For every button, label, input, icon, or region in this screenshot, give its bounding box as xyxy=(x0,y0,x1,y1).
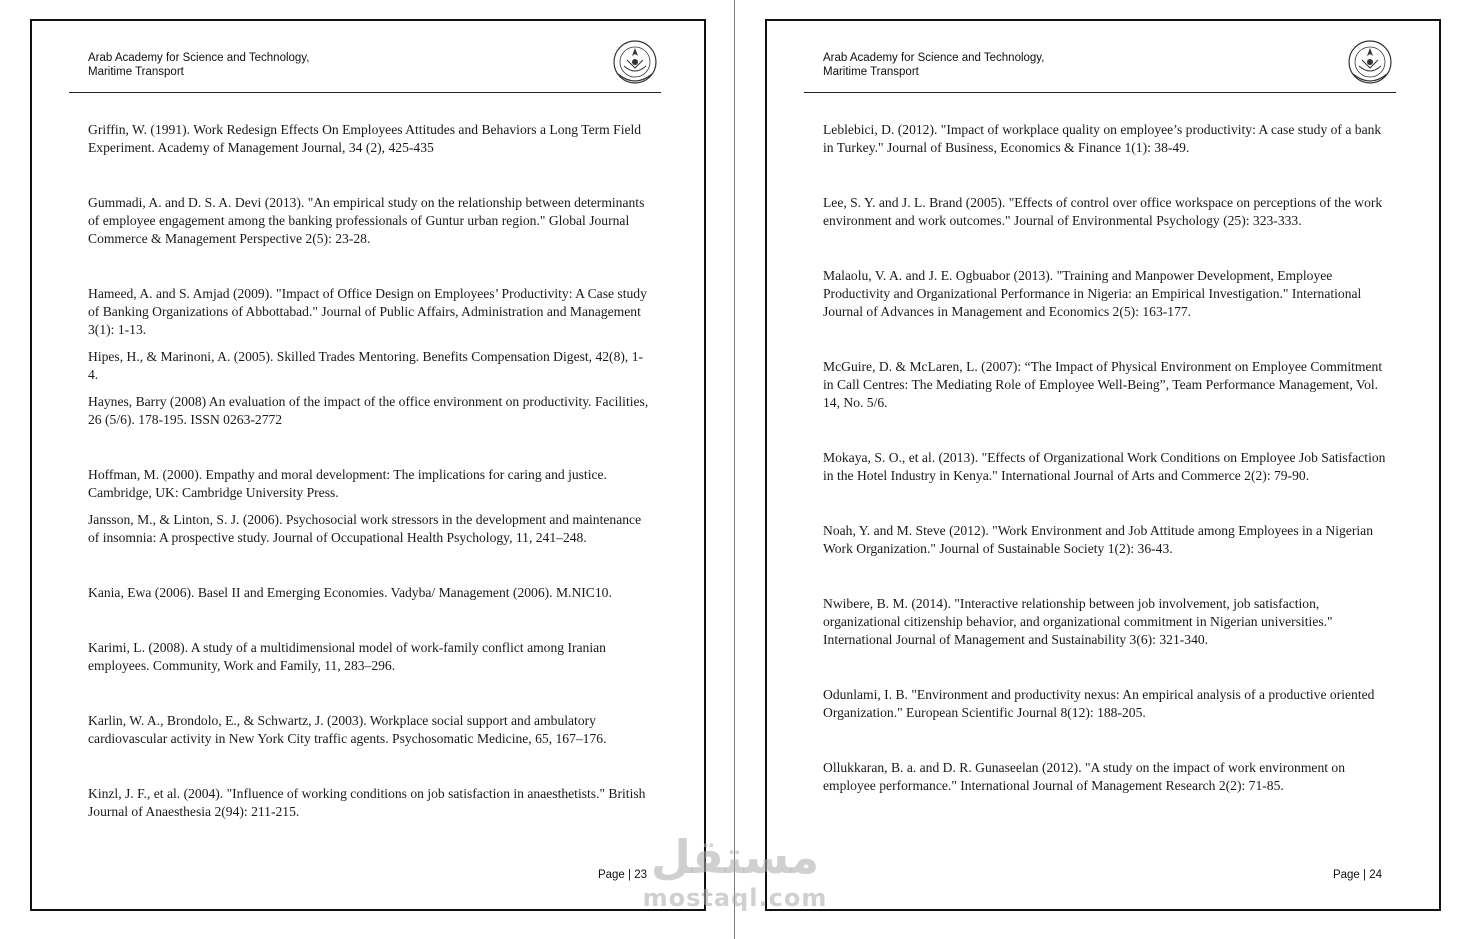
reference-entry: Malaolu, V. A. and J. E. Ogbuabor (2013). "Training and Manpower Development, Employee Productivity and Organizational Performance in Nigeria: an Empirical Investigation." International Journal of Advances in Management and Economics 2(5): 163-177. xyxy=(823,268,1362,319)
reference-entry: Hoffman, M. (2000). Empathy and moral development: The implications for caring and justice. Cambridge, UK: Cambridge University Press. xyxy=(88,467,607,500)
academy-seal-icon xyxy=(1345,38,1395,86)
reference-entry: McGuire, D. & McLaren, L. (2007): “The Impact of Physical Environment on Employee Commitment in Call Centres: The Mediating Role of Employee Well-Being”, Team Performance Management, Vol. 14, No. 5/6. xyxy=(823,359,1383,410)
reference-entry: Haynes, Barry (2008) An evaluation of the impact of the office environment on productivity. Facilities, 26 (5/6). 178-195. ISSN 0263-2772 xyxy=(88,394,649,427)
academy-seal-icon xyxy=(610,38,660,86)
reference-entry: Hipes, H., & Marinoni, A. (2005). Skilled Trades Mentoring. Benefits Compensation Digest, 42(8), 1-4. xyxy=(88,349,644,382)
reference-entry: Griffin, W. (1991). Work Redesign Effects On Employees Attitudes and Behaviors a Long Term Field Experiment. Academy of Management Journal, 34 (2), 425-435 xyxy=(88,122,642,155)
reference-entry: Jansson, M., & Linton, S. J. (2006). Psychosocial work stressors in the development and maintenance of insomnia: A prospective study. Journal of Occupational Health Psychology, 11, 241–248. xyxy=(88,512,642,545)
reference-entry: Lee, S. Y. and J. L. Brand (2005). "Effects of control over office workspace on perceptions of the work environment and work outcomes." Journal of Environmental Psychology (25): 323-333. xyxy=(823,195,1383,228)
watermark-latin: mostaql.com xyxy=(642,884,828,912)
reference-entry: Leblebici, D. (2012). "Impact of workplace quality on employee’s productivity: A case study of a bank in Turkey." Journal of Business, Economics & Finance 1(1): 38-49. xyxy=(823,122,1382,155)
reference-entry: Nwibere, B. M. (2014). "Interactive relationship between job involvement, job satisfaction, organizational citizenship behavior, and organizational commitment in Nigerian universities." International Journal of Management and Sustainability 3(6): 321-340. xyxy=(823,596,1333,647)
document-page-24 xyxy=(765,19,1441,911)
header-line-1: Arab Academy for Science and Technology, xyxy=(823,52,1045,64)
watermark-arabic: مستقل xyxy=(650,830,820,884)
reference-entry: Mokaya, S. O., et al. (2013). "Effects of Organizational Work Conditions on Employee Job Satisfaction in the Hotel Industry in Kenya." International Journal of Arts and Commerce 2(2): 79-90. xyxy=(823,450,1386,483)
reference-entry: Karlin, W. A., Brondolo, E., & Schwartz, J. (2003). Workplace social support and ambulatory cardiovascular activity in New York City traffic agents. Psychosomatic Medicine, 65, 167–176. xyxy=(88,713,607,746)
reference-entry: Hameed, A. and S. Amjad (2009). "Impact of Office Design on Employees’ Productivity: A Case study of Banking Organizations of Abbottabad." Journal of Public Affairs, Administration and Management 3(1): 1-13. xyxy=(88,286,647,337)
reference-entry: Kinzl, J. F., et al. (2004). "Influence of working conditions on job satisfaction in anaesthetists." British Journal of Anaesthesia 2(94): 211-215. xyxy=(88,786,646,819)
header-rule xyxy=(69,92,661,93)
header-line-2: Maritime Transport xyxy=(823,66,919,78)
reference-entry: Gummadi, A. and D. S. A. Devi (2013). "An empirical study on the relationship between determinants of employee engagement among the banking professionals of Guntur urban region." Global Journal Commerce & Management Perspective 2(5): 23-28. xyxy=(88,195,645,246)
reference-list xyxy=(823,121,1388,795)
spread-divider xyxy=(734,0,735,939)
header-rule xyxy=(804,92,1396,93)
page-header xyxy=(88,51,309,79)
reference-entry: Ollukkaran, B. a. and D. R. Gunaseelan (2012). "A study on the impact of work environment on employee performance." International Journal of Management Research 2(2): 71-85. xyxy=(823,760,1346,793)
mostaql-watermark xyxy=(640,830,830,920)
page-number: Page | 23 xyxy=(597,869,647,881)
reference-list xyxy=(88,121,653,821)
page-number: Page | 24 xyxy=(1332,869,1382,881)
page-header xyxy=(823,51,1044,79)
document-page-23 xyxy=(30,19,706,911)
reference-entry: Noah, Y. and M. Steve (2012). "Work Environment and Job Attitude among Employees in a Nigerian Work Organization." Journal of Sustainable Society 1(2): 36-43. xyxy=(823,523,1373,556)
reference-entry: Kania, Ewa (2006). Basel II and Emerging Economies. Vadyba/ Management (2006). M.NIC10. xyxy=(88,585,612,600)
header-line-1: Arab Academy for Science and Technology, xyxy=(88,52,310,64)
reference-entry: Karimi, L. (2008). A study of a multidimensional model of work-family conflict among Iranian employees. Community, Work and Family, 11, 283–296. xyxy=(88,640,606,673)
reference-entry: Odunlami, I. B. "Environment and productivity nexus: An empirical analysis of a productive oriented Organization." European Scientific Journal 8(12): 188-205. xyxy=(823,687,1375,720)
header-line-2: Maritime Transport xyxy=(88,66,184,78)
